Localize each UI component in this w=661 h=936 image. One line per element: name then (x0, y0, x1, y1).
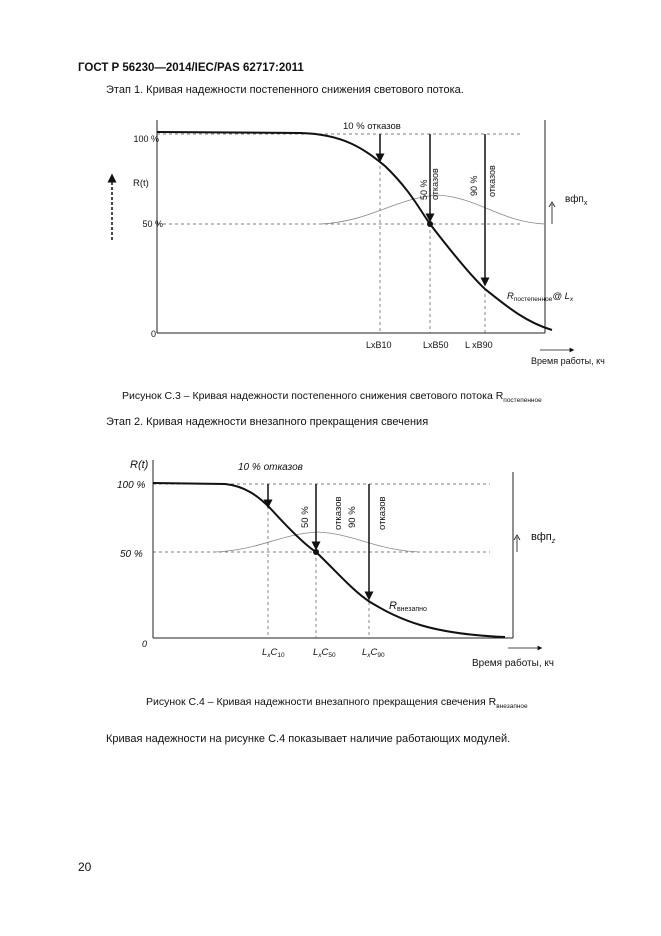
c4-tick-100: 100 % (117, 480, 146, 491)
figure-c3-chart (0, 0, 661, 380)
c3-tick-0: 0 (150, 329, 156, 339)
c4-annot-50-pct: 50 % (300, 506, 311, 528)
stage-1-title: Этап 1. Кривая надежности постепенного снижения светового потока. (106, 84, 464, 96)
c4-x-lc50: $L_xC_{50}$ (313, 647, 336, 659)
c4-tick-0: 0 (142, 639, 148, 649)
c4-median-point (313, 549, 319, 555)
c3-vfp-bracket (549, 202, 555, 224)
page-number: 20 (78, 860, 92, 874)
c3-x-lb90: L xB90 (465, 340, 493, 350)
c4-reliability-curve (153, 483, 505, 637)
c4-tick-50: 50 % (120, 549, 143, 560)
body-paragraph: Кривая надежности на рисунке С.4 показывает наличие работающих модулей. (106, 733, 511, 745)
figure-c4-chart (0, 440, 661, 680)
c4-vfp-label: вфп$_z$ (531, 531, 556, 545)
c4-annot-90-word: отказов (377, 496, 388, 530)
c3-annot-90-pct: 90 % (469, 175, 479, 196)
c3-vfp-label: вфп$_x$ (565, 194, 588, 207)
c3-annot-50-word: отказов (430, 168, 440, 200)
c3-reliability-curve (157, 132, 552, 330)
c4-x-lc90: $L_xC_{90}$ (362, 647, 385, 659)
c3-median-point (427, 221, 433, 227)
c3-annot-50-pct: 50 % (419, 179, 429, 200)
c3-x-lb50: LxB50 (423, 340, 449, 350)
c3-tick-100: 100 % (133, 134, 159, 144)
c3-tick-50: 50 % (142, 219, 163, 229)
c4-y-axis-label: R(t) (130, 459, 149, 471)
c3-curve-label: $R_{постепенное}@$ $L_x$ (507, 291, 574, 303)
c3-x-lb10: LxB10 (366, 340, 392, 350)
caption-c3: Рисунок С.3 – Кривая надежности постепенного снижения светового потока $R_{постепенное}$ (122, 390, 542, 405)
caption-c4: Рисунок С.4 – Кривая надежности внезапного прекращения свечения $R_{внезапное}$ (146, 696, 528, 711)
stage-2-title: Этап 2. Кривая надежности внезапного прекращения свечения (106, 416, 429, 428)
c4-annot-50-word: отказов (333, 496, 344, 530)
c4-curve-label: Rвнезапно (389, 600, 427, 613)
c4-x-axis-label: Время работы, кч (472, 658, 554, 669)
c4-x-lc10: $L_xC_{10}$ (262, 647, 285, 659)
c4-annot-90-pct: 90 % (347, 506, 358, 528)
c3-annot-10: 10 % отказов (343, 121, 401, 132)
c4-distribution-curve (215, 532, 420, 552)
c3-annot-90-word: отказов (487, 165, 497, 197)
c3-x-axis-label: Время работы, кч (531, 356, 605, 366)
c4-vfp-bracket (514, 535, 520, 552)
c4-annot-10: 10 % отказов (238, 462, 303, 473)
document-header: ГОСТ Р 56230—2014/IEC/PAS 62717:2011 (78, 62, 304, 74)
c3-y-axis-label: R(t) (133, 178, 149, 189)
